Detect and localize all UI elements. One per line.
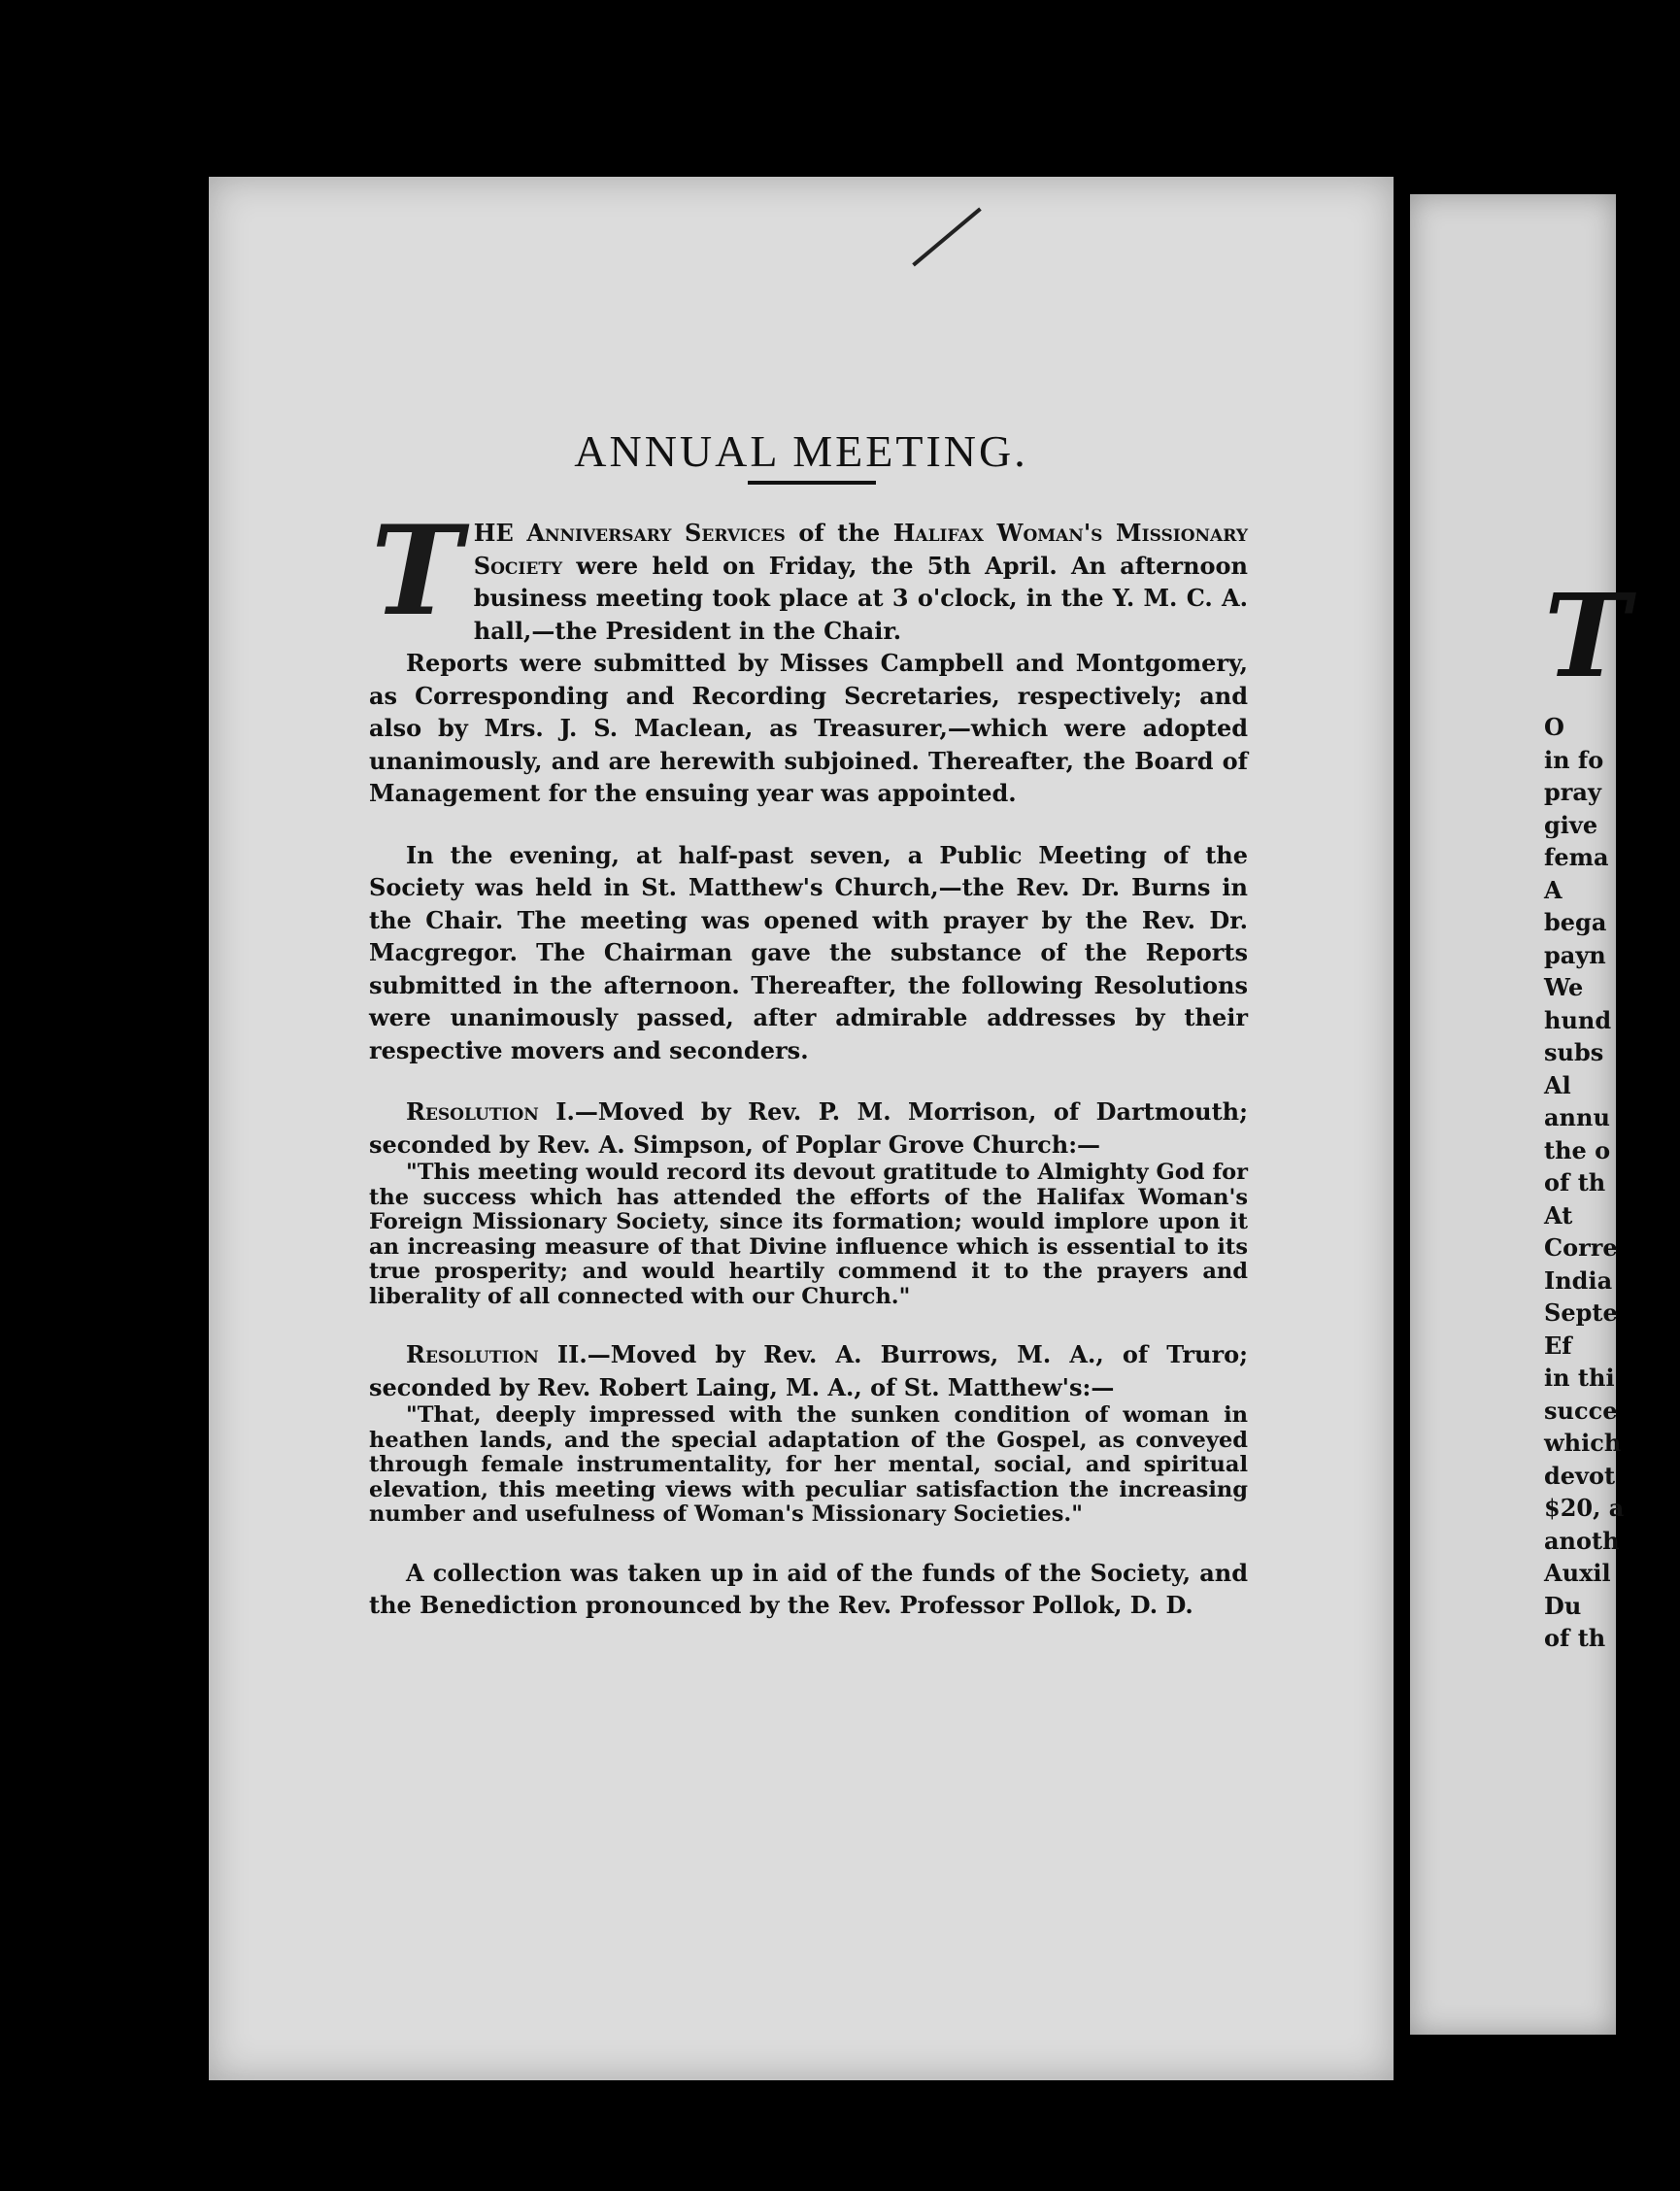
resolution-2-label: Resolution II. [406, 1340, 588, 1368]
facing-line: of th [1544, 1624, 1606, 1652]
facing-line: hund [1544, 1005, 1612, 1034]
resolution-2 [369, 1338, 1248, 1403]
facing-line: subs [1544, 1038, 1604, 1066]
intro-smallcaps-2: Halifax Woman's Missionary Society [473, 519, 1248, 580]
resolution-2-quote: "That, deeply impressed with the sunken condition of woman in heathen lands, and the special adaptation of the Gospel, as conveyed through female instrumentality, for her mental, social, and spiritual elevation, this meeting views with peculiar satisfaction the increasing number and usefulness of Woman's Missionary Societies." [369, 1402, 1248, 1527]
facing-line: succe [1544, 1396, 1618, 1425]
facing-line: fema [1544, 843, 1609, 871]
paragraph-reports: Reports were submitted by Misses Campbell and Montgomery, as Corresponding and Recording Secretaries, respectively; and also by Mrs. J. S. Maclean, as Treasurer,—which were adopted unanimously, and are herewith subjoined. Thereafter, the Board of Management for the ensuing year was appointed. [369, 649, 1248, 807]
facing-line: Auxil [1544, 1559, 1611, 1587]
paragraph-evening: In the evening, at half-past seven, a Public Meeting of the Society was held in St. Matthew's Church,—the Rev. Dr. Burns in the Chair. The meeting was opened with prayer by the Rev. Dr. Macgregor. The Chairman gave the substance of the Reports submitted in the afternoon. Thereafter, the following Resolutions were unanimously passed, after admirable addresses by their respective movers and seconders. [369, 840, 1248, 1064]
pen-mark [912, 208, 982, 267]
facing-line: anoth [1544, 1526, 1620, 1555]
facing-line: annu [1544, 1103, 1610, 1131]
intro-text-2: were held on Friday, the 5th April. An afternoon business meeting took place at 3 o'clock, in the Y. M. C. A. hall,—the President in the Chair. [473, 551, 1248, 645]
facing-line: Du [1544, 1591, 1582, 1620]
facing-line: pray [1544, 778, 1601, 806]
resolution-1-text: —Moved by Rev. P. M. Morrison, of Dartmouth; seconded by Rev. A. Simpson, of Poplar Grove Church:— [369, 1097, 1248, 1159]
facing-drop-cap: T [1544, 568, 1630, 703]
facing-line: O [1544, 713, 1564, 741]
facing-line: Ef [1544, 1331, 1572, 1360]
facing-line: A [1544, 875, 1562, 904]
facing-line: give [1544, 810, 1598, 839]
resolution-1-label: Resolution I. [406, 1097, 575, 1126]
facing-line: Al [1544, 1070, 1571, 1099]
facing-line: the o [1544, 1135, 1611, 1164]
facing-line: bega [1544, 908, 1607, 936]
intro-text-1: of the [785, 519, 893, 547]
paragraph-intro [369, 499, 1248, 647]
facing-line: India [1544, 1265, 1613, 1295]
paragraph-closing: A collection was taken up in aid of the funds of the Society, and the Benediction pronounced by the Rev. Professor Pollok, D. D. [369, 1558, 1248, 1619]
intro-smallcaps-1: HE Anniversary Services [473, 519, 786, 547]
facing-line: devot [1544, 1461, 1616, 1490]
left-page [209, 177, 1394, 2080]
facing-line: in fo [1544, 745, 1604, 774]
title-rule [748, 481, 876, 485]
resolution-2-text: —Moved by Rev. A. Burrows, M. A., of Truro; seconded by Rev. Robert Laing, M. A., of St. Matthew's:— [369, 1340, 1248, 1401]
book-gutter [1394, 146, 1410, 2088]
facing-line: which [1544, 1429, 1622, 1457]
resolution-1 [369, 1096, 1248, 1161]
resolution-1-quote: "This meeting would record its devout gratitude to Almighty God for the success which has attended the efforts of the Halifax Woman's Foreign Missionary Society, since its formation; would implore upon it an increasing measure of that Divine influence which is essential to its true prosperity; and would heartily commend it to the prayers and liberality of all connected with our Church." [369, 1160, 1248, 1309]
facing-line: We [1544, 973, 1584, 1001]
facing-line: At [1544, 1200, 1573, 1230]
facing-line: Corre [1544, 1233, 1618, 1262]
facing-line: payn [1544, 940, 1606, 969]
page-title: ANNUAL MEETING. [574, 425, 1028, 476]
facing-page-column [1544, 568, 1680, 1655]
facing-line: in thi [1544, 1364, 1615, 1392]
facing-line: of th [1544, 1168, 1606, 1197]
article-body [369, 499, 1248, 1622]
facing-page [1410, 194, 1630, 2035]
drop-cap: T [371, 499, 462, 643]
facing-line: Septe [1544, 1298, 1618, 1327]
facing-line: $20, a [1544, 1494, 1625, 1522]
